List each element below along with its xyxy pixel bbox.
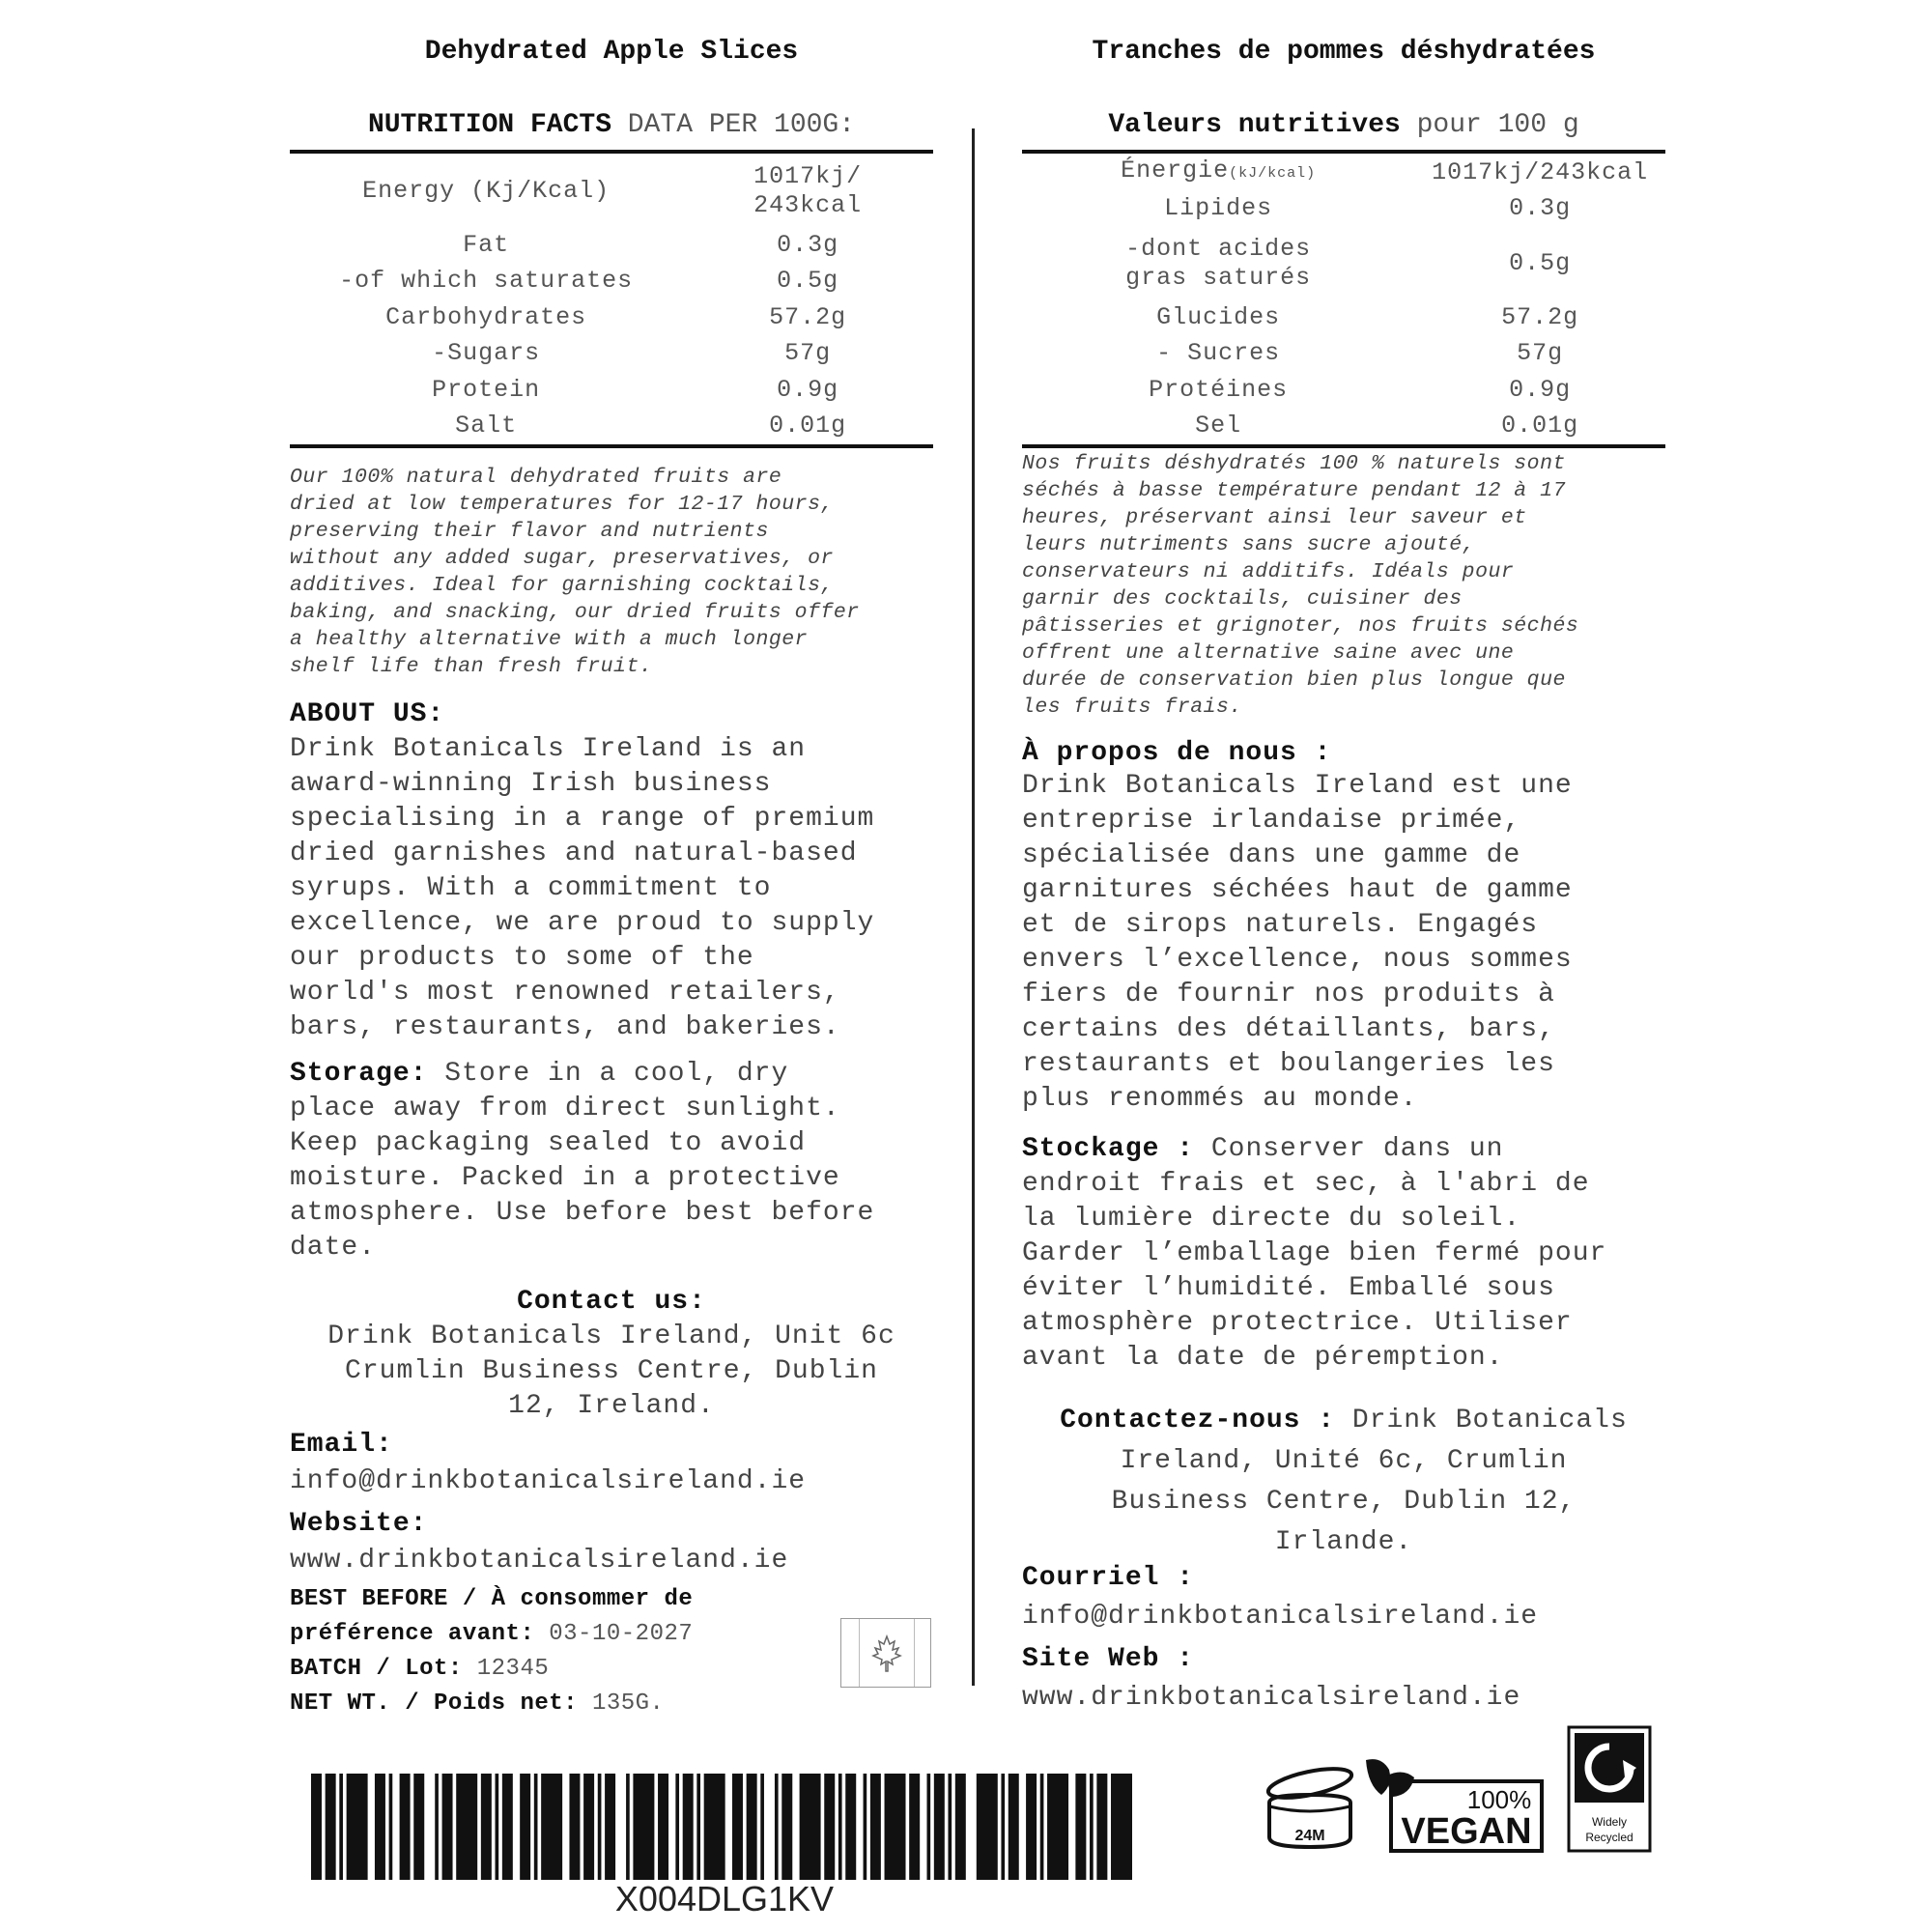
text-line: envers l’excellence, nous sommes (1022, 945, 1573, 975)
text-line: certains des détaillants, bars, (1022, 1014, 1555, 1044)
nutrient-value: 57g (1517, 339, 1564, 368)
barcode-bar (977, 1774, 998, 1880)
nutrient-value: 0.3g (1509, 194, 1572, 223)
barcode-bar (658, 1774, 668, 1880)
barcode-bar (456, 1774, 477, 1880)
storage-text-fr (1022, 1132, 1665, 1376)
barcode-bar (948, 1774, 952, 1880)
nutrient-value: 0.5g (1509, 248, 1572, 277)
nutrition-row (1022, 191, 1665, 228)
barcode-bar (704, 1774, 725, 1880)
text-line: garnir des cocktails, cuisiner des (1022, 587, 1463, 611)
jar-24m-icon (1262, 1766, 1358, 1855)
nutrient-value: 57.2g (1501, 302, 1579, 331)
text-line: leurs nutriments sans sucre ajouté, (1022, 533, 1476, 556)
text-line: baking, and snacking, our dried fruits offer (290, 601, 860, 624)
text-line: Storage: Store in a cool, dry (290, 1059, 789, 1089)
text-line: Drink Botanicals Ireland est une (1022, 771, 1573, 801)
barcode-bar (800, 1774, 821, 1880)
text-line: fiers de fournir nos produits à (1022, 980, 1555, 1009)
barcode-bar (598, 1774, 602, 1880)
nutrition-table-fr (1022, 155, 1665, 444)
barcode-bar (520, 1774, 530, 1880)
text-line: atmosphere. Use before best before (290, 1198, 875, 1228)
text-line: excellence, we are proud to supply (290, 908, 875, 938)
text-line: plus renommés au monde. (1022, 1084, 1418, 1114)
barcode-bar (885, 1774, 906, 1880)
best-before-date: préférence avant: 03-10-2027 (290, 1621, 694, 1647)
barcode-bar (413, 1774, 424, 1880)
barcode-bar (326, 1774, 336, 1880)
about-heading-fr: À propos de nous : (1022, 738, 1332, 768)
text-line: Business Centre, Dublin 12, (1111, 1487, 1577, 1517)
text-line: 12, Ireland. (508, 1391, 715, 1421)
maple-leaf-icon (840, 1618, 931, 1688)
best-before-label: BEST BEFORE / À consommer de (290, 1586, 694, 1612)
text-line: durée de conservation bien plus longue que (1022, 668, 1566, 692)
text-line: place away from direct sunlight. (290, 1094, 840, 1123)
contact-address-fr (1022, 1401, 1665, 1563)
contact-heading: Contact us: (517, 1287, 706, 1317)
text-line: atmosphère protectrice. Utiliser (1022, 1308, 1573, 1338)
nutrition-row (290, 336, 933, 373)
nutrient-name: -dont acides gras saturés (1125, 234, 1312, 292)
text-line: Contactez-nous : Drink Botanicals (1060, 1406, 1628, 1435)
text-line: without any added sugar, preservatives, or (290, 547, 834, 570)
text-line: moisture. Packed in a protective (290, 1163, 840, 1193)
nutrition-row (1022, 227, 1665, 299)
nutrient-name: Protein (432, 375, 541, 404)
barcode-bar (838, 1774, 842, 1880)
about-text-fr (1022, 769, 1665, 1117)
nutrient-name: Carbohydrates (385, 302, 587, 331)
text-line: Drink Botanicals Ireland, Unit 6c (327, 1321, 895, 1351)
barcode-number: X004DLG1KV (614, 1879, 835, 1918)
nutrition-top-rule-fr (1022, 150, 1665, 154)
barcode-bar (934, 1774, 945, 1880)
barcode-bar (347, 1774, 368, 1880)
nutrient-value: 0.01g (1501, 412, 1579, 440)
barcode-bar (1040, 1774, 1044, 1880)
product-title: Dehydrated Apple Slices (424, 37, 799, 67)
nutrition-row (1022, 409, 1665, 445)
text-line: dried at low temperatures for 12-17 hours, (290, 493, 834, 516)
barcode-bar (389, 1774, 393, 1880)
text-line: preserving their flavor and nutrients (290, 520, 769, 543)
text-line: la lumière directe du soleil. (1022, 1204, 1521, 1234)
barcode-bar (775, 1774, 779, 1880)
barcode-bar (683, 1774, 694, 1880)
nutrient-name: -Sugars (432, 339, 541, 368)
net-weight: NET WT. / Poids net: 135G. (290, 1690, 665, 1717)
nutrient-name: Fat (463, 230, 510, 259)
storage-text (290, 1057, 933, 1265)
nutrient-value: 57g (784, 339, 832, 368)
text-line: endroit frais et sec, à l'abri de (1022, 1169, 1590, 1199)
text-line: Drink Botanicals Ireland is an (290, 734, 807, 764)
nutrient-name: - Sucres (1156, 339, 1281, 368)
barcode-bar (845, 1774, 856, 1880)
barcode-bar (824, 1774, 835, 1880)
text-line: Nos fruits déshydratés 100 % naturels sont (1022, 452, 1566, 475)
contact-heading-fr: Contactez-nous : (1060, 1406, 1336, 1435)
nutrient-name: Protéines (1149, 375, 1289, 404)
nutrient-name: Glucides (1156, 302, 1281, 331)
barcode-bar (339, 1774, 343, 1880)
email-link[interactable]: info@drinkbotanicalsireland.ie (290, 1466, 807, 1496)
barcode-bar (955, 1774, 966, 1880)
website-label: Website: (290, 1509, 428, 1539)
barcode (311, 1774, 1132, 1880)
nutrient-value: 0.5g (777, 267, 839, 296)
text-line: séchés à basse température pendant 12 à 17 (1022, 479, 1566, 502)
nutrition-row (290, 264, 933, 300)
barcode-bar (864, 1774, 867, 1880)
barcode-bar (1001, 1774, 1005, 1880)
text-line: date. (290, 1233, 377, 1263)
barcode-bar (1009, 1774, 1019, 1880)
nutrition-row (290, 299, 933, 336)
barcode-bar (909, 1774, 920, 1880)
barcode-bar (583, 1774, 594, 1880)
text-line: Garder l’emballage bien fermé pour (1022, 1238, 1607, 1268)
column-divider (972, 128, 975, 1686)
text-line: Our 100% natural dehydrated fruits are (290, 466, 782, 489)
text-line: entreprise irlandaise primée, (1022, 806, 1521, 836)
barcode-bar (534, 1774, 538, 1880)
text-line: award-winning Irish business (290, 769, 772, 799)
barcode-bar (502, 1774, 513, 1880)
text-line: a healthy alternative with a much longer (290, 628, 809, 651)
about-text (290, 732, 933, 1045)
nutrition-row (290, 155, 933, 227)
barcode-bar (1090, 1774, 1094, 1880)
nutrition-top-rule (290, 150, 933, 154)
about-heading: ABOUT US: (290, 699, 445, 729)
text-line: dried garnishes and natural-based (290, 838, 858, 868)
barcode-bar (481, 1774, 492, 1880)
barcode-bar (626, 1774, 630, 1880)
jar-label: 24M (1294, 1828, 1325, 1844)
website-link-fr[interactable]: www.drinkbotanicalsireland.ie (1022, 1683, 1521, 1713)
product-title-fr: Tranches de pommes déshydratées (1092, 37, 1596, 67)
nutrient-name: Énergie(kJ/kcal) (1121, 156, 1317, 185)
text-line: avant la date de péremption. (1022, 1343, 1504, 1373)
text-line: Ireland, Unité 6c, Crumlin (1120, 1446, 1568, 1476)
barcode-bar (781, 1774, 792, 1880)
barcode-bar (569, 1774, 580, 1880)
email-link-fr[interactable]: info@drinkbotanicalsireland.ie (1022, 1602, 1539, 1632)
barcode-bar (1111, 1774, 1132, 1880)
text-line: specialising in a range of premium (290, 804, 875, 834)
nutrient-value: 0.01g (769, 412, 847, 440)
nutrient-value: 57.2g (769, 302, 847, 331)
barcode-bar (675, 1774, 679, 1880)
barcode-bar (400, 1774, 411, 1880)
barcode-bar (927, 1774, 931, 1880)
text-line: spécialisée dans une gamme de (1022, 840, 1521, 870)
text-line: additives. Ideal for garnishing cocktails, (290, 574, 834, 597)
text-line: heures, préservant ainsi leur saveur et (1022, 506, 1527, 529)
barcode-bar (747, 1774, 757, 1880)
vegan-label: VEGAN (1401, 1811, 1532, 1852)
barcode-bar (760, 1774, 764, 1880)
text-line: world's most renowned retailers, (290, 978, 840, 1008)
barcode-bar (541, 1774, 562, 1880)
nutrition-bottom-rule (290, 444, 933, 448)
barcode-bar (1096, 1774, 1107, 1880)
text-line: our products to some of the (290, 943, 754, 973)
text-line: offrent une alternative saine avec une (1022, 641, 1515, 665)
text-line: Irlande. (1274, 1527, 1413, 1557)
nutrition-row (290, 227, 933, 264)
contact-address (290, 1320, 933, 1424)
text-line: restaurants et boulangeries les (1022, 1049, 1555, 1079)
barcode-bar (1026, 1774, 1037, 1880)
text-line: pâtisseries et grignoter, nos fruits séchés (1022, 614, 1579, 638)
email-label-fr: Courriel : (1022, 1563, 1195, 1593)
product-description (290, 464, 933, 680)
text-line: et de sirops naturels. Engagés (1022, 910, 1539, 940)
barcode-bar (435, 1774, 439, 1880)
nutrition-row (290, 372, 933, 409)
barcode-bar (1075, 1774, 1086, 1880)
barcode-bar (696, 1774, 700, 1880)
text-line: éviter l’humidité. Emballé sous (1022, 1273, 1555, 1303)
nutrition-row (1022, 155, 1665, 191)
nutrition-row (290, 409, 933, 445)
barcode-bar (870, 1774, 881, 1880)
nutrient-name: Sel (1195, 412, 1242, 440)
text-line: shelf life than fresh fruit. (290, 655, 653, 678)
barcode-bar (375, 1774, 385, 1880)
text-line: syrups. With a commitment to (290, 873, 772, 903)
text-line: Crumlin Business Centre, Dublin (345, 1356, 878, 1386)
text-line: Stockage : Conserver dans un (1022, 1134, 1504, 1164)
text-line: les fruits frais. (1022, 696, 1242, 719)
nutrition-bottom-rule-fr (1022, 444, 1665, 448)
widely-recycled-icon (1567, 1725, 1652, 1853)
nutrition-heading-fr: Valeurs nutritives pour 100 g (1108, 110, 1579, 140)
website-link[interactable]: www.drinkbotanicalsireland.ie (290, 1546, 789, 1576)
recycle-line2: Recycled (1585, 1831, 1634, 1844)
nutrient-name: -of which saturates (339, 267, 634, 296)
website-label-fr: Site Web : (1022, 1644, 1195, 1674)
barcode-bar (605, 1774, 615, 1880)
barcode-bar (633, 1774, 654, 1880)
nutrition-row (1022, 299, 1665, 336)
text-line: garnitures séchées haut de gamme (1022, 875, 1573, 905)
product-description-fr (1022, 450, 1665, 721)
nutrition-heading: NUTRITION FACTS DATA PER 100G: (367, 110, 856, 140)
text-line: conservateurs ni additifs. Idéals pour (1022, 560, 1515, 583)
nutrition-row (1022, 372, 1665, 409)
storage-heading: Stockage : (1022, 1134, 1195, 1164)
barcode-bar (732, 1774, 743, 1880)
nutrient-value: 0.9g (777, 375, 839, 404)
nutrient-name: Lipides (1164, 194, 1273, 223)
barcode-bar (1047, 1774, 1068, 1880)
vegan-badge-icon (1360, 1752, 1546, 1857)
vegan-percent: 100% (1466, 1785, 1532, 1814)
nutrient-value: 0.3g (777, 230, 839, 259)
email-label: Email: (290, 1430, 393, 1460)
nutrition-row (1022, 336, 1665, 373)
storage-heading: Storage: (290, 1059, 428, 1089)
nutrient-name: Salt (455, 412, 518, 440)
batch-number: BATCH / Lot: 12345 (290, 1656, 550, 1682)
text-line: bars, restaurants, and bakeries. (290, 1012, 840, 1042)
nutrient-value: 1017kj/243kcal (1432, 157, 1649, 186)
barcode-bar (442, 1774, 453, 1880)
nutrient-name: Energy (Kj/Kcal) (362, 176, 611, 205)
recycle-line1: Widely (1591, 1815, 1628, 1829)
text-line: Keep packaging sealed to avoid (290, 1128, 807, 1158)
barcode-bar (311, 1774, 322, 1880)
nutrient-value: 0.9g (1509, 375, 1572, 404)
nutrient-value: 1017kj/ 243kcal (753, 161, 863, 219)
barcode-bar (496, 1774, 499, 1880)
nutrition-table (290, 155, 933, 444)
